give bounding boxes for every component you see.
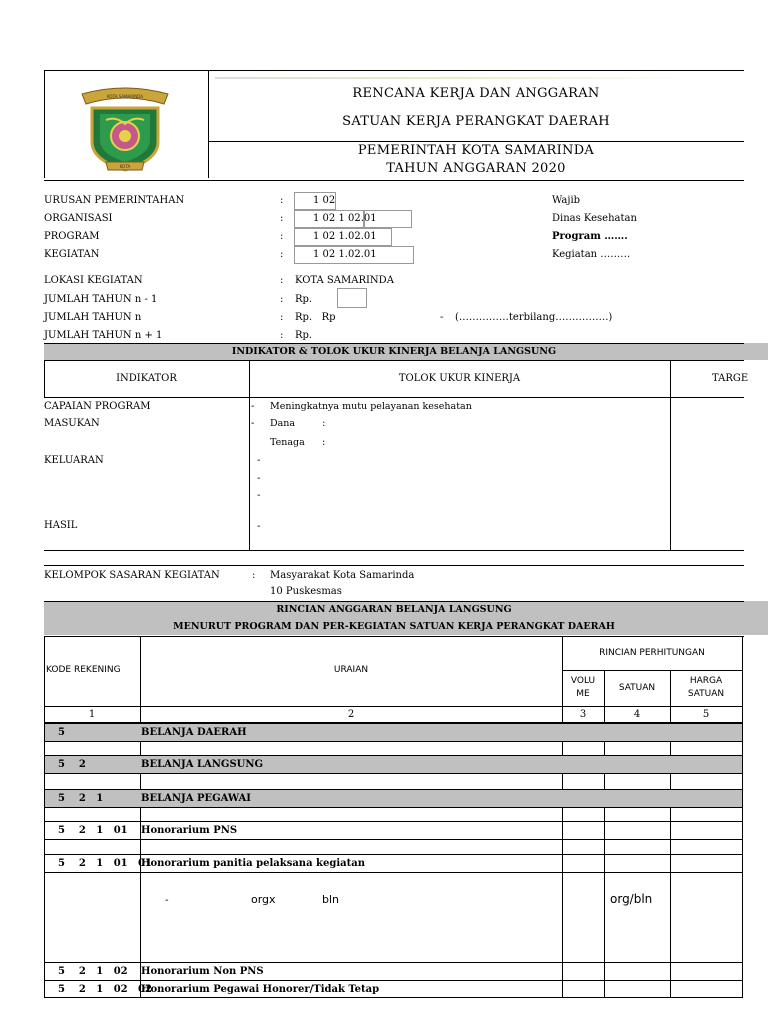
- dash: -: [257, 490, 261, 501]
- sasaran-value: Masyarakat Kota Samarinda: [270, 570, 415, 581]
- detail-dash: -: [165, 895, 169, 906]
- col-target: TARGE: [712, 373, 749, 384]
- table-border: [249, 360, 250, 550]
- kode-rekening: 5 2 1 01 01: [58, 858, 152, 869]
- detail-volume-unit: orgx: [251, 893, 276, 906]
- logo-banner-text: KOTA SAMARINDA: [107, 94, 143, 99]
- dash: -: [257, 455, 261, 466]
- table-border: [44, 980, 742, 981]
- tenaga-label: Tenaga: [270, 437, 305, 448]
- masukan-label: MASUKAN: [44, 418, 100, 429]
- kegiatan-desc: Kegiatan ………: [552, 249, 631, 260]
- lokasi-label: LOKASI KEGIATAN: [44, 275, 143, 286]
- detail-period-unit: bln: [322, 893, 340, 906]
- hasil-label: HASIL: [44, 520, 78, 531]
- organisasi-sep: :: [280, 213, 284, 224]
- table-border: [44, 601, 744, 602]
- table-border: [44, 397, 744, 398]
- table-border: [140, 636, 141, 998]
- table-border: [44, 854, 742, 855]
- table-border: [44, 807, 742, 808]
- jt-n-sep: :: [280, 312, 284, 323]
- jt-n-label: JUMLAH TAHUN n: [44, 312, 142, 323]
- lokasi-sep: :: [280, 275, 284, 286]
- uraian: Honorarium Pegawai Honorer/Tidak Tetap: [141, 984, 380, 995]
- program-code: 1 02 1.02.01: [313, 231, 377, 242]
- keluaran-label: KELUARAN: [44, 455, 104, 466]
- kode-rekening: 5 2 1 02 02: [58, 984, 152, 995]
- organisasi-code: 1 02 1 02.01: [313, 213, 377, 224]
- col-satuan: SATUAN: [618, 683, 656, 693]
- sasaran-value: 10 Puskesmas: [270, 586, 342, 597]
- table-border: [208, 141, 744, 142]
- organisasi-desc: Dinas Kesehatan: [552, 213, 637, 224]
- col-volume: VOLU: [570, 676, 596, 686]
- table-border: [44, 70, 744, 71]
- section-header-bg: [744, 343, 768, 360]
- table-border: [44, 343, 744, 344]
- table-border: [44, 360, 744, 361]
- table-border: [742, 636, 743, 998]
- dana-sep: :: [322, 418, 326, 429]
- col-harga: SATUAN: [687, 689, 725, 699]
- sasaran-sep: :: [252, 570, 256, 581]
- kegiatan-label: KEGIATAN: [44, 249, 100, 260]
- dash: -: [251, 418, 255, 429]
- col-number: 1: [88, 709, 96, 720]
- col-number: 4: [633, 709, 641, 720]
- table-border: [44, 872, 742, 873]
- kode-rekening: 5: [58, 727, 65, 738]
- urusan-code: 1 02: [313, 195, 336, 206]
- lokasi-value: KOTA SAMARINDA: [295, 275, 394, 286]
- kode-rekening: 5 2: [58, 759, 86, 770]
- col-indikator: INDIKATOR: [116, 373, 177, 384]
- jt-n-dash: -: [440, 312, 444, 323]
- table-border: [44, 997, 742, 998]
- table-border: [44, 741, 742, 742]
- col-volume: ME: [576, 689, 590, 699]
- table-border: [44, 839, 742, 840]
- rincian-title: RINCIAN ANGGARAN BELANJA LANGSUNG: [276, 604, 512, 615]
- table-border: [44, 821, 742, 822]
- col-uraian: URAIAN: [333, 665, 369, 675]
- document-subtitle: SATUAN KERJA PERANGKAT DAERAH: [342, 114, 610, 129]
- capaian-value: Meningkatnya mutu pelayanan kesehatan: [270, 401, 472, 412]
- table-border: [562, 670, 742, 671]
- organisasi-label: ORGANISASI: [44, 213, 113, 224]
- dash: -: [251, 401, 255, 412]
- document-title: RENCANA KERJA DAN ANGGARAN: [352, 86, 600, 101]
- table-border: [670, 360, 671, 550]
- detail-satuan: org/bln: [610, 892, 653, 906]
- table-border: [44, 180, 744, 181]
- col-number: 3: [579, 709, 587, 720]
- fiscal-year: TAHUN ANGGARAN 2020: [386, 161, 566, 176]
- dana-label: Dana: [270, 418, 296, 429]
- jt-plus1-label: JUMLAH TAHUN n + 1: [44, 330, 163, 341]
- dash: -: [257, 473, 261, 484]
- section-header-bg: [744, 601, 768, 635]
- urusan-sep: :: [280, 195, 284, 206]
- sasaran-label: KELOMPOK SASARAN KEGIATAN: [44, 570, 220, 581]
- col-number: 5: [702, 709, 710, 720]
- table-border: [44, 636, 744, 637]
- logo-ribbon-text: KOTA: [119, 164, 131, 169]
- kode-rekening: 5 2 1 01: [58, 825, 128, 836]
- jt-plus1-sep: :: [280, 330, 284, 341]
- table-border: [44, 70, 45, 178]
- uraian: BELANJA LANGSUNG: [141, 759, 264, 770]
- jt-n-terbilang: (……………terbilang…………….): [455, 312, 613, 323]
- header-decor-line: [215, 77, 695, 79]
- table-border: [44, 550, 744, 551]
- kegiatan-sep: :: [280, 249, 284, 260]
- table-border: [44, 706, 742, 707]
- rincian-subtitle: MENURUT PROGRAM DAN PER-KEGIATAN SATUAN KERJA PERANGKAT DAERAH: [173, 621, 615, 632]
- col-harga: HARGA: [689, 676, 723, 686]
- urusan-desc: Wajib: [552, 195, 581, 206]
- amount-box: [337, 288, 367, 308]
- col-rincian: RINCIAN PERHITUNGAN: [599, 648, 705, 658]
- table-border: [44, 565, 744, 566]
- government-name: PEMERINTAH KOTA SAMARINDA: [357, 143, 595, 158]
- indikator-title: INDIKATOR & TOLOK UKUR KINERJA BELANJA LANGSUNG: [231, 346, 557, 357]
- program-label: PROGRAM: [44, 231, 100, 242]
- jt-min1-sep: :: [280, 294, 284, 305]
- uraian: Honorarium Non PNS: [141, 966, 264, 977]
- table-border: [44, 962, 742, 963]
- col-number: 2: [347, 709, 355, 720]
- urusan-label: URUSAN PEMERINTAHAN: [44, 195, 185, 206]
- jt-n-value: Rp. Rp: [295, 312, 336, 323]
- jt-plus1-value: Rp.: [295, 330, 313, 341]
- uraian: BELANJA DAERAH: [141, 727, 247, 738]
- table-border: [44, 773, 742, 774]
- tenaga-sep: :: [322, 437, 326, 448]
- city-logo: [76, 80, 174, 176]
- program-sep: :: [280, 231, 284, 242]
- program-desc: Program …….: [552, 231, 628, 242]
- capaian-label: CAPAIAN PROGRAM: [44, 401, 151, 412]
- col-kode-rekening: KODE REKENING: [46, 665, 121, 675]
- uraian: BELANJA PEGAWAI: [141, 793, 251, 804]
- dash: -: [257, 521, 261, 532]
- table-border: [44, 636, 45, 998]
- col-tolok-ukur: TOLOK UKUR KINERJA: [398, 373, 521, 384]
- uraian: Honorarium panitia pelaksana kegiatan: [141, 858, 365, 869]
- kegiatan-code: 1 02 1.02.01: [313, 249, 377, 260]
- uraian: Honorarium PNS: [141, 825, 238, 836]
- kode-rekening: 5 2 1 02: [58, 966, 128, 977]
- kode-rekening: 5 2 1: [58, 793, 104, 804]
- jt-min1-label: JUMLAH TAHUN n - 1: [44, 294, 158, 305]
- jt-min1-value: Rp.: [295, 294, 313, 305]
